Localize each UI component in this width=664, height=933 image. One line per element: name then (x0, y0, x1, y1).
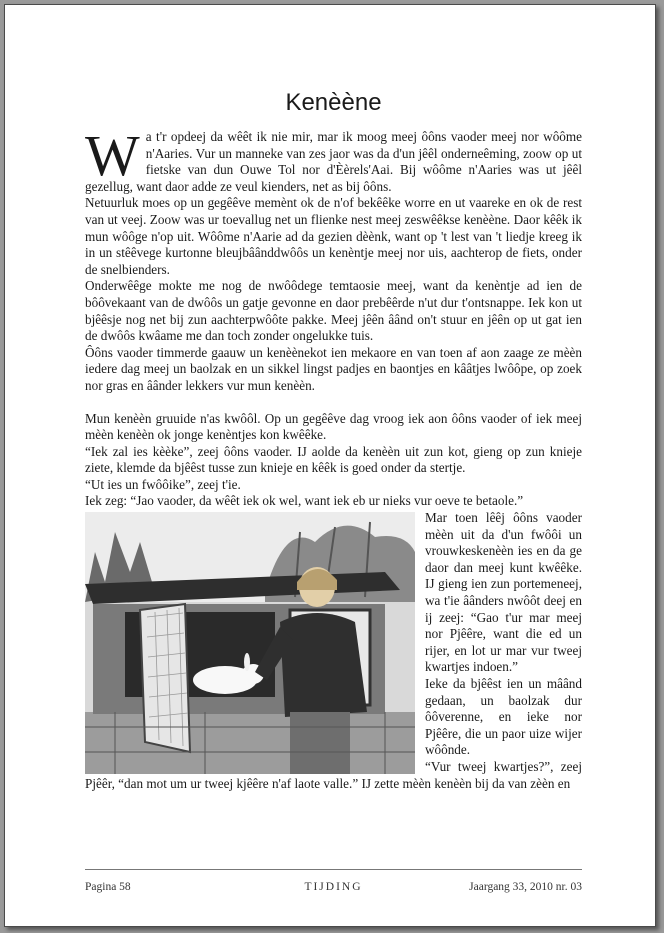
article-body (85, 123, 582, 792)
paragraph-10: Ieke da bjêêst ien un mâând gedaan, un baolzak dur ôôverenne, en ieke nor Pjêêre, die un paor uize wijer wôônde. (425, 676, 582, 758)
issue-info: Jaargang 33, 2010 nr. 03 (469, 881, 582, 893)
paragraph-8: Iek zeg: “Jao vaoder, da wêêt iek ok wel, want iek eb ur nieks vur oeve te betaole.” (85, 493, 524, 509)
paragraph-6: “Iek zal ies kèèke”, zeej ôôns vaoder. IJ aolde da kenèèn uit zun kot, gieng op zun knieje ziete, klemde da bjêêst tusse zun knieje en kêêk is goed onder da stertje. (85, 443, 582, 476)
magazine-name: TIJDING (304, 881, 363, 893)
paragraph-4: Ôôns vaoder timmerde gaauw un kenèènekot ien mekaore en van toen af aon zaage ze mèèn iedere dag meej un baolzak en un sikkel lingst padjes en baontjes en kââtjes lwôôpe, op zoek nor gras en âânder lekkers vur mun kenèèn. (85, 344, 582, 393)
footer-divider (85, 869, 582, 870)
rabbit-hutch-photo (85, 512, 415, 774)
paragraph-1: a t'r opdeej da wêêt ik nie mir, mar ik moog meej ôôns vaoder meej nor wôôme n'Aaries. Vur un manneke van zes jaor was da d'un jêêl onderneêming, zoow op ut fietske van dun Ouwe Tol nor d'Èèrels'Aai. Bij wôôme n'Aaries was ut jêêl gezellug, want daor adde ze veul kienders, net as bij ôôns. (85, 129, 582, 194)
magazine-page (4, 4, 656, 927)
drop-cap: W (85, 123, 140, 188)
page-number: Pagina 58 (85, 881, 131, 893)
paragraph-2: Netuurluk moes op un gegêêve memènt ok de n'of bekêêke worre en ut vaareke en ok de rest van ut veej. Zoow was ur toevallug net un flienke nest meej zeswêêkse kenèène. Daor kêêk ik mun wôôge n'op uit. Wôôme n'Aarie ad da gezien dèènk, want op 't lest van 't liedje kreeg ik in un stêêvege kurtonne bleujbâânddwôôs un kenèntje meej nor uis, aachterop de fiets, onder de snelbienders. (85, 195, 582, 277)
paragraph-9: Mar toen lêêj ôôns vaoder mèèn uit da d'un fwôôi un vrouwkeskenèèn ies en da ge daor dan meej kunt kwêêke. IJ gieng ien zun portemeneej, wa t'ie âânders nwôôt deej en ij zeej: “Gao t'ur mar meej nor Pjêêre, want die ed un rijer, en lot ur mar vur tweej kwartjes indoen.” (425, 510, 582, 675)
paragraph-3: Onderwêêge mokte me nog de nwôôdege temtaosie meej, want da kenèntje ad ien de bôôvekaant van de dwôôs un gatje gevonne en daor prebêêrde n'ut dur t'ontsnappe. Iek kon ut bjêêsje nog net bij zun aachterpwôôte pakke. Meej jêên âând on't stuur en jêên op ut gat ien de dwôôs kwâame me dan toch zonder ongelukke tuis. (85, 278, 582, 344)
article-title: Kenèène (285, 89, 382, 116)
paragraph-5: Mun kenèèn gruuide n'as kwôôl. Op un gegêêve dag vroog iek aon ôôns vaoder of iek meej mèèn kenèèn ok jonge kenèntjes kon kwêêke. (85, 410, 582, 443)
paragraph-7: “Ut ies un fwôôike”, zeej t'ie. (85, 476, 241, 492)
paragraph-11: “Vur tweej kwartjes?”, zeej Pjêêr, “dan mot um ur tweej kjêêre n'af laote valle.” IJ zette mèèn kenèèn bij da van zèèn en (85, 758, 582, 791)
